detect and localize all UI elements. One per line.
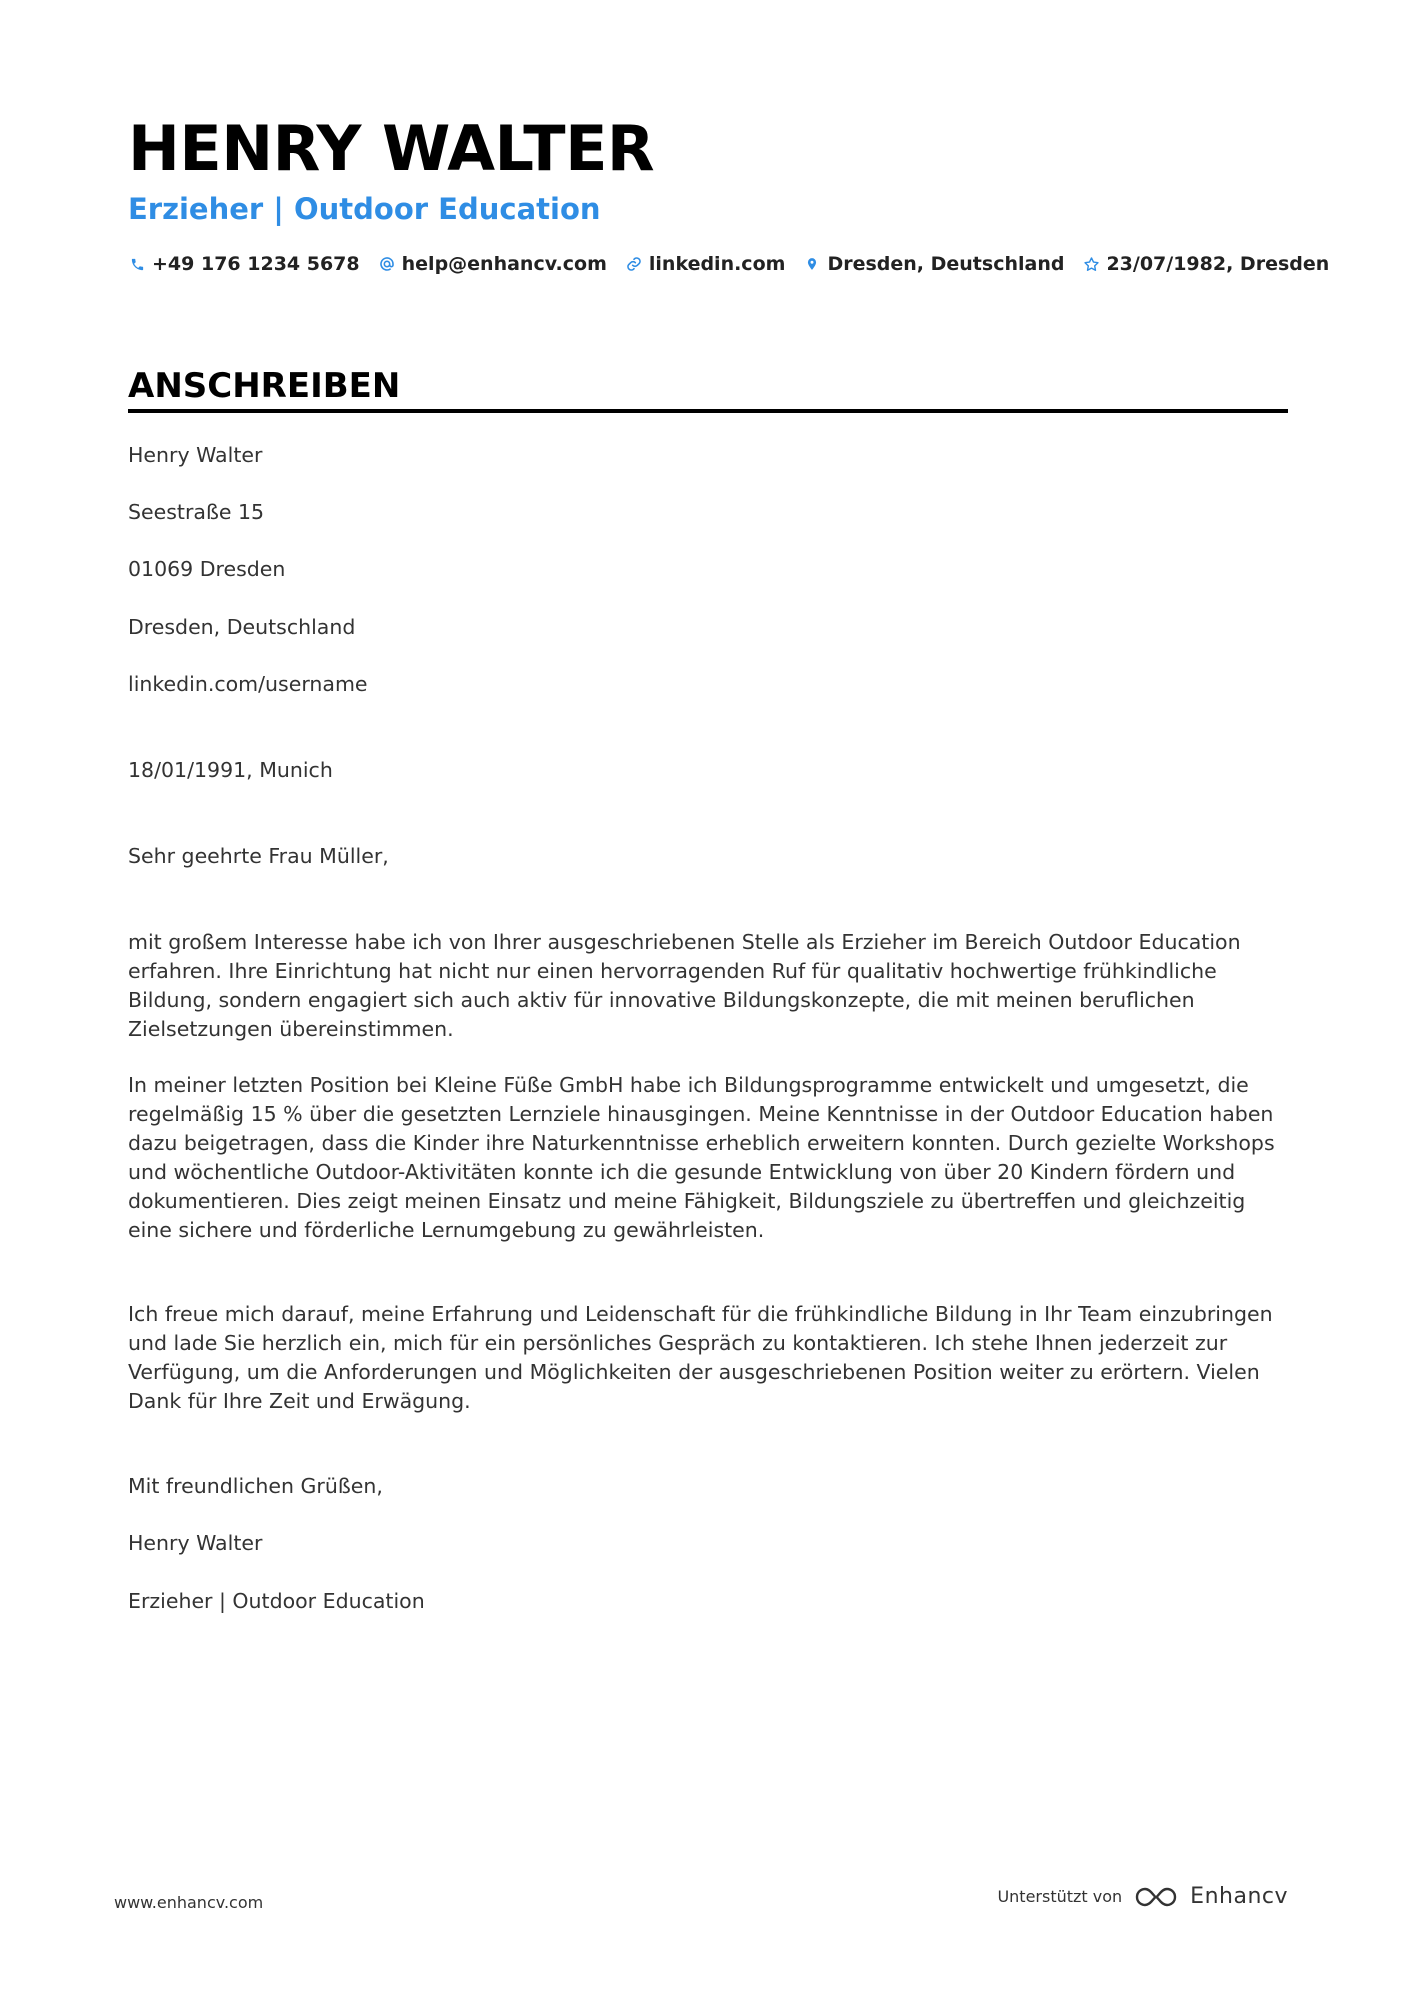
powered-by-label: Unterstützt von	[997, 1887, 1123, 1906]
section-title: ANSCHREIBEN	[128, 366, 401, 406]
body-paragraph: mit großem Interesse habe ich von Ihrer ausgeschriebenen Stelle als Erzieher im Bereich Outdoor Education erfahren. Ihre Einrichtung hat nicht nur einen hervorragenden Ruf für qualitativ hochwertige frühkindliche Bildung, sondern engagiert sich auch aktiv für innovative Bildungskonzepte, die mit meinen beruflichen Zielsetzungen übereinstimmen.	[128, 930, 1241, 1041]
body-paragraph: Ich freue mich darauf, meine Erfahrung und Leidenschaft für die frühkindliche Bildung in Ihr Team einzubringen und lade Sie herzlich ein, mich für ein persönliches Gespräch zu kontaktieren. Ich stehe Ihnen jederzeit zur Verfügung, um die Anforderungen und Möglichkeiten der ausgeschriebenen Position weiter zu erörtern. Vielen Dank für Ihre Zeit und Erwägung.	[128, 1302, 1273, 1413]
closing: Mit freundlichen Grüßen,	[128, 1474, 383, 1498]
sender-street: Seestraße 15	[128, 500, 265, 524]
signature-name: Henry Walter	[128, 1531, 263, 1555]
link-icon	[625, 255, 643, 273]
at-icon	[378, 255, 396, 273]
enhancv-logo-icon	[1134, 1885, 1178, 1909]
sender-zip-city: 01069 Dresden	[128, 557, 286, 581]
phone-icon	[128, 255, 146, 273]
brand-name: Enhancv	[1190, 1884, 1288, 1909]
footer-url[interactable]: www.enhancv.com	[114, 1893, 264, 1912]
contact-bar	[128, 253, 1347, 275]
contact-email-text: help@enhancv.com	[401, 253, 607, 275]
salutation: Sehr geehrte Frau Müller,	[128, 844, 389, 868]
contact-linkedin-text: linkedin.com	[648, 253, 786, 275]
applicant-name: HENRY WALTER	[128, 112, 655, 185]
contact-phone-text: +49 176 1234 5678	[152, 253, 360, 275]
contact-linkedin[interactable]	[625, 253, 786, 275]
job-title: Erzieher | Outdoor Education	[128, 192, 601, 226]
contact-email[interactable]	[378, 253, 607, 275]
footer-branding	[997, 1884, 1288, 1909]
sender-region: Dresden, Deutschland	[128, 615, 356, 639]
contact-birth	[1082, 253, 1329, 275]
contact-birth-text: 23/07/1982, Dresden	[1106, 253, 1330, 275]
contact-location-text: Dresden, Deutschland	[827, 253, 1065, 275]
sender-linkedin[interactable]: linkedin.com/username	[128, 672, 368, 696]
body-paragraph: In meiner letzten Position bei Kleine Füße GmbH habe ich Bildungsprogramme entwickelt und umgesetzt, die regelmäßig 15 % über die gesetzten Lernziele hinausgingen. Meine Kenntnisse in der Outdoor Education haben dazu beigetragen, dass die Kinder ihre Naturkenntnisse erheblich erweitern konnten. Durch gezielte Workshops und wöchentliche Outdoor-Aktivitäten konnte ich die gesunde Entwicklung von über 20 Kindern fördern und dokumentieren. Dies zeigt meinen Einsatz und meine Fähigkeit, Bildungsziele zu übertreffen und gleichzeitig eine sichere und förderliche Lernumgebung zu gewährleisten.	[128, 1073, 1275, 1242]
signature-title: Erzieher | Outdoor Education	[128, 1589, 425, 1613]
section-divider	[128, 409, 1288, 413]
location-pin-icon	[803, 255, 821, 273]
letter-date: 18/01/1991, Munich	[128, 758, 333, 782]
contact-phone[interactable]	[128, 253, 360, 275]
sender-name: Henry Walter	[128, 443, 263, 467]
star-icon	[1082, 255, 1100, 273]
contact-location	[803, 253, 1064, 275]
